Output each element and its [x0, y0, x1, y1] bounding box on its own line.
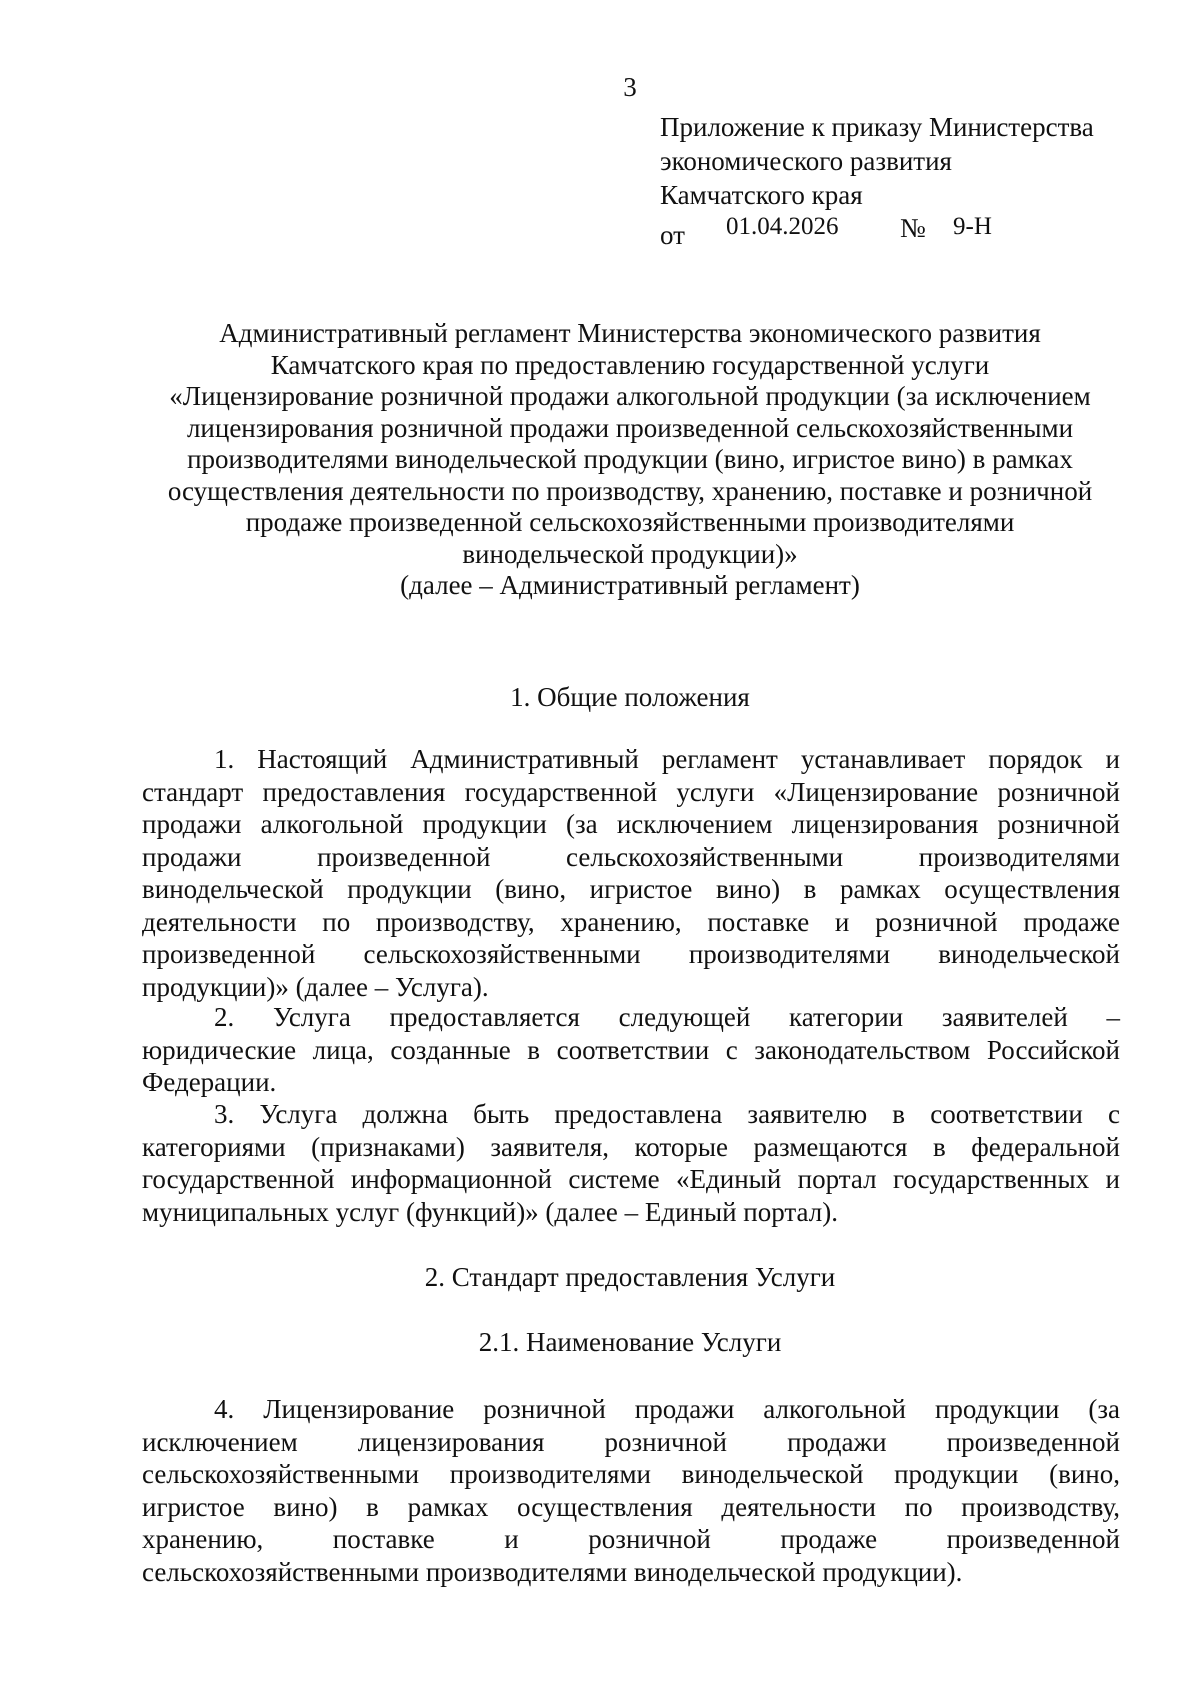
paragraph-line: деятельности по производству, хранению, поставке и розничной продаже [142, 906, 1120, 937]
paragraph-line: 4. Лицензирование розничной продажи алкогольной продукции (за [214, 1394, 1120, 1424]
section-heading: 2. Стандарт предоставления Услуги [424, 1262, 836, 1292]
paragraph-3 [142, 1098, 1120, 1228]
subsection-heading: 2.1. Наименование Услуги [478, 1327, 782, 1357]
order-number: 9-Н [953, 213, 992, 240]
order-number-sign: № [900, 213, 926, 243]
paragraph-line: сельскохозяйственными производителями винодельческой продукции). [142, 1556, 963, 1587]
paragraph-line: хранению, поставке и розничной продаже произведенной [142, 1524, 1120, 1554]
order-date: 01.04.2026 [726, 213, 839, 240]
paragraph-4 [142, 1393, 1120, 1588]
order-reference [660, 213, 1160, 249]
title-line: Камчатского края по предоставлению государственной услуги [270, 349, 990, 380]
title-line: производителями винодельческой продукции (вино, игристое вино) в рамках [187, 444, 1073, 474]
paragraph-1 [142, 743, 1120, 1003]
document-title [140, 318, 1120, 602]
paragraph-2 [142, 1001, 1120, 1099]
paragraph-line: 2. Услуга предоставляется следующей категории заявителей – [214, 1002, 1120, 1032]
title-line: продаже произведенной сельскохозяйственными производителями [245, 507, 1015, 537]
paragraph-line: 1. Настоящий Административный регламент устанавливает порядок и [214, 744, 1120, 774]
paragraph-line: исключением лицензирования розничной продажи произведенной [142, 1426, 1120, 1457]
approval-line: Приложение к приказу Министерства [660, 112, 1094, 142]
paragraph-line: юридические лица, созданные в соответствии с законодательством Российской [142, 1034, 1120, 1065]
paragraph-line: произведенной сельскохозяйственными производителями винодельческой [142, 939, 1120, 969]
page-number: 3 [623, 72, 637, 102]
title-line: «Лицензирование розничной продажи алкогольной продукции (за исключением [169, 381, 1091, 411]
approval-block [660, 110, 1160, 212]
title-line: осуществления деятельности по производству, хранению, поставке и розничной [167, 475, 1093, 506]
paragraph-line: 3. Услуга должна быть предоставлена заявителю в соответствии с [214, 1099, 1120, 1129]
title-line: (далее – Административный регламент) [400, 570, 860, 600]
paragraph-line: сельскохозяйственными производителями винодельческой продукции (вино, [142, 1459, 1120, 1489]
paragraph-line: продажи произведенной сельскохозяйственными производителями [142, 841, 1120, 872]
section-heading: 1. Общие положения [510, 682, 750, 712]
title-line: винодельческой продукции)» [462, 538, 798, 569]
paragraph-line: продажи алкогольной продукции (за исключением лицензирования розничной [142, 809, 1120, 839]
approval-line: экономического развития [660, 146, 952, 176]
paragraph-line: государственной информационной системе «Единый портал государственных и [142, 1164, 1120, 1194]
paragraph-line: игристое вино) в рамках осуществления деятельности по производству, [142, 1491, 1120, 1522]
paragraph-line: винодельческой продукции (вино, игристое вино) в рамках осуществления [142, 874, 1120, 904]
paragraph-line: категориями (признаками) заявителя, которые размещаются в федеральной [142, 1131, 1120, 1162]
title-line: лицензирования розничной продажи произведенной сельскохозяйственными [186, 412, 1074, 443]
paragraph-line: Федерации. [142, 1067, 277, 1097]
approval-line: Камчатского края [660, 180, 863, 210]
paragraph-line: муниципальных услуг (функций)» (далее – Единый портал). [142, 1196, 838, 1227]
order-from-label: от [660, 220, 685, 250]
title-line: Административный регламент Министерства экономического развития [219, 318, 1041, 348]
paragraph-line: стандарт предоставления государственной услуги «Лицензирование розничной [142, 776, 1120, 807]
paragraph-line: продукции)» (далее – Услуга). [142, 971, 489, 1002]
